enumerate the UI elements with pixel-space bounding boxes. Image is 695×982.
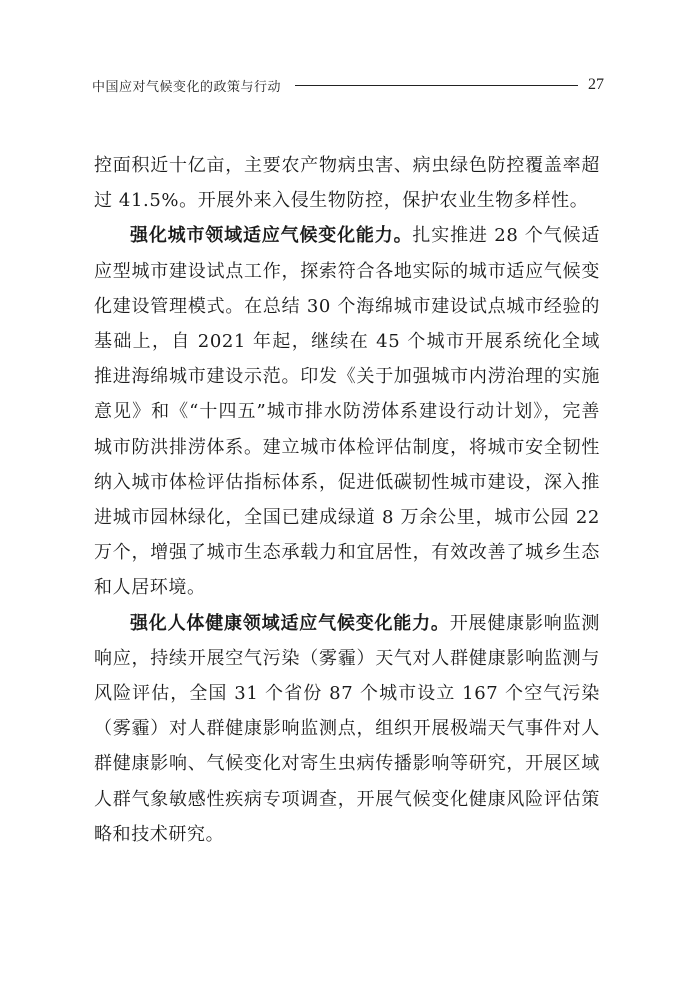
paragraph-text: 控面积近十亿亩，主要农产物病虫害、病虫绿色防控覆盖率超过 41.5%。开展外来入侵生物防控，保护农业生物多样性。 <box>94 155 600 212</box>
page-number: 27 <box>588 76 604 93</box>
running-header <box>92 74 604 96</box>
paragraph-urban-adaptation <box>94 218 600 605</box>
running-title: 中国应对气候变化的政策与行动 <box>92 79 282 95</box>
paragraph-text: 扎实推进 28 个气候适应型城市建设试点工作，探索符合各地实际的城市适应气候变化建设管理模式。在总结 30 个海绵城市建设试点城市经验的基础上，自 2021 年起，继续在 45 个城市开展系统化全域推进海绵城市建设示范。印发《关于加强城市内涝治理的实施意见》和《“十四五”城市排水防涝体系建设行动计划》，完善城市防洪排涝体系。建立城市体检评估制度，将城市安全韧性纳入城市体检评估指标体系，促进低碳韧性城市建设，深入推进城市园林绿化，全国已建成绿道 8 万余公里，城市公园 22 万个，增强了城市生态承载力和宜居性，有效改善了城乡生态和人居环境。 <box>94 225 601 599</box>
header-rule <box>295 85 578 86</box>
paragraph-health-adaptation <box>94 606 600 852</box>
paragraph-lead-heading: 强化人体健康领域适应气候变化能力。 <box>130 612 450 634</box>
paragraph-lead-heading: 强化城市领域适应气候变化能力。 <box>130 225 413 247</box>
paragraph-text: 开展健康影响监测响应，持续开展空气污染（雾霾）天气对人群健康影响监测与风险评估，全国 31 个省份 87 个城市设立 167 个空气污染（雾霾）对人群健康影响监测点，组织开展极端天气事件对人群健康影响、气候变化对寄生虫病传播影响等研究，开展区域人群气象敏感性疾病专项调查，开展气候变化健康风险评估策略和技术研究。 <box>94 612 600 845</box>
paragraph-continuation <box>94 148 600 218</box>
body-text <box>94 148 600 852</box>
